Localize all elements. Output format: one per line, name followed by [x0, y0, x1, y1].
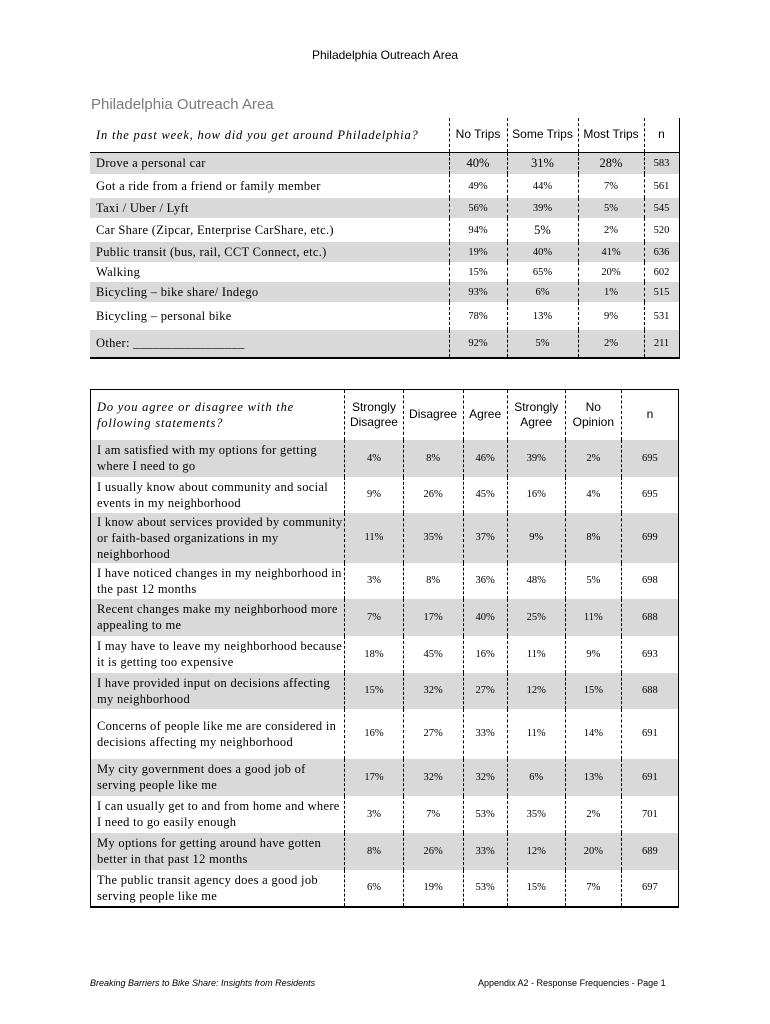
cell: 15%: [507, 870, 565, 907]
table-row: [90, 218, 679, 242]
row-label: My options for getting around have gotten better in that past 12 months: [91, 833, 345, 870]
cell: 27%: [403, 709, 463, 759]
cell: 65%: [507, 262, 578, 282]
cell: 28%: [578, 152, 644, 174]
cell: 688: [621, 599, 678, 636]
cell: 4%: [345, 440, 403, 477]
table-row: [91, 440, 679, 477]
row-label: I usually know about community and social events in my neighborhood: [97, 479, 329, 510]
cell: 2%: [565, 440, 621, 477]
cell: 14%: [565, 709, 621, 759]
row-label: Got a ride from a friend or family member: [96, 178, 321, 193]
cell: 4%: [565, 477, 621, 513]
cell: 693: [621, 636, 678, 673]
cell: 515: [644, 282, 679, 302]
cell: 35%: [507, 796, 565, 833]
row-label: I am satisfied with my options for getting where I need to go: [91, 440, 345, 477]
cell: 49%: [449, 174, 507, 198]
cell: 7%: [345, 599, 403, 636]
cell: 561: [644, 174, 679, 198]
cell: 13%: [507, 302, 578, 330]
col-header: Agree: [463, 390, 507, 440]
cell: 7%: [578, 174, 644, 198]
cell: 31%: [507, 152, 578, 174]
cell: 53%: [463, 796, 507, 833]
table-row: [91, 563, 679, 599]
cell: 36%: [463, 563, 507, 599]
cell: 6%: [345, 870, 403, 907]
cell: 93%: [449, 282, 507, 302]
cell: 520: [644, 218, 679, 242]
cell: 11%: [345, 513, 403, 563]
cell: 9%: [345, 477, 403, 513]
cell: 8%: [345, 833, 403, 870]
cell: 15%: [449, 262, 507, 282]
cell: 48%: [507, 563, 565, 599]
trips-table: [90, 118, 680, 359]
cell: 20%: [578, 262, 644, 282]
cell: 39%: [507, 198, 578, 218]
cell: 5%: [578, 198, 644, 218]
cell: 11%: [565, 599, 621, 636]
row-label: Drove a personal car: [90, 152, 449, 174]
trips-question: In the past week, how did you get around Philadelphia?: [90, 118, 449, 152]
row-label: Bicycling – bike share/ Indego: [90, 282, 449, 302]
cell: 40%: [507, 242, 578, 262]
cell: 701: [621, 796, 678, 833]
table-row: [91, 477, 679, 513]
row-label: I can usually get to and from home and where I need to go easily enough: [97, 799, 340, 829]
col-header: No Opinion: [565, 390, 621, 440]
col-header: Strongly Agree: [507, 390, 565, 440]
cell: 9%: [507, 513, 565, 563]
cell: 25%: [507, 599, 565, 636]
cell: 12%: [507, 673, 565, 709]
cell: 698: [621, 563, 678, 599]
cell: 92%: [449, 330, 507, 358]
cell: 17%: [345, 759, 403, 796]
cell: 44%: [507, 174, 578, 198]
cell: 41%: [578, 242, 644, 262]
cell: 531: [644, 302, 679, 330]
cell: 689: [621, 833, 678, 870]
cell: 19%: [449, 242, 507, 262]
table-row: [90, 198, 679, 218]
cell: 45%: [403, 636, 463, 673]
cell: 15%: [565, 673, 621, 709]
cell: 636: [644, 242, 679, 262]
cell: 545: [644, 198, 679, 218]
cell: 33%: [463, 833, 507, 870]
table-row: [90, 282, 679, 302]
cell: 695: [621, 477, 678, 513]
cell: 699: [621, 513, 678, 563]
cell: 8%: [565, 513, 621, 563]
cell: 16%: [345, 709, 403, 759]
row-label: Recent changes make my neighborhood more appealing to me: [91, 599, 345, 636]
agreement-table: [90, 389, 679, 908]
section-title: Philadelphia Outreach Area: [91, 96, 274, 113]
cell: 688: [621, 673, 678, 709]
cell: 32%: [463, 759, 507, 796]
cell: 56%: [449, 198, 507, 218]
table-row: [90, 174, 679, 198]
cell: 2%: [578, 330, 644, 358]
col-header: Most Trips: [578, 118, 644, 152]
footer-right: Appendix A2 - Response Frequencies - Page 1: [478, 978, 666, 988]
cell: 46%: [463, 440, 507, 477]
cell: 583: [644, 152, 679, 174]
cell: 94%: [449, 218, 507, 242]
cell: 697: [621, 870, 678, 907]
row-label: Other: _________________: [90, 330, 449, 358]
table-row: [90, 262, 679, 282]
cell: 32%: [403, 673, 463, 709]
cell: 15%: [345, 673, 403, 709]
cell: 6%: [507, 759, 565, 796]
cell: 11%: [507, 636, 565, 673]
cell: 17%: [403, 599, 463, 636]
table-row: [90, 242, 679, 262]
cell: 45%: [463, 477, 507, 513]
cell: 33%: [463, 709, 507, 759]
cell: 691: [621, 759, 678, 796]
cell: 3%: [345, 563, 403, 599]
col-header: n: [621, 390, 678, 440]
cell: 211: [644, 330, 679, 358]
table-row: [91, 636, 679, 673]
footer-left: Breaking Barriers to Bike Share: Insights from Residents: [90, 978, 316, 988]
cell: 695: [621, 440, 678, 477]
page-header: Philadelphia Outreach Area: [311, 48, 459, 62]
row-label: Concerns of people like me are considered in decisions affecting my neighborhood: [97, 718, 337, 749]
cell: 2%: [578, 218, 644, 242]
cell: 27%: [463, 673, 507, 709]
cell: 11%: [507, 709, 565, 759]
agreement-question: Do you agree or disagree with the following statements?: [97, 399, 294, 430]
cell: 2%: [565, 796, 621, 833]
row-label: Bicycling – personal bike: [96, 308, 232, 323]
col-header: Disagree: [403, 390, 463, 440]
table-row: [91, 513, 679, 563]
cell: 39%: [507, 440, 565, 477]
table-row: [91, 796, 679, 833]
cell: 3%: [345, 796, 403, 833]
cell: 37%: [463, 513, 507, 563]
table-row: [90, 152, 679, 174]
col-header: No Trips: [449, 118, 507, 152]
cell: 602: [644, 262, 679, 282]
row-label: I know about services provided by community or faith-based organizations in my neighborhood: [91, 513, 345, 563]
cell: 8%: [403, 563, 463, 599]
cell: 32%: [403, 759, 463, 796]
col-header: Some Trips: [507, 118, 578, 152]
row-label: Car Share (Zipcar, Enterprise CarShare, etc.): [96, 222, 334, 237]
cell: 16%: [507, 477, 565, 513]
cell: 53%: [463, 870, 507, 907]
table-row: [91, 870, 679, 907]
cell: 78%: [449, 302, 507, 330]
cell: 7%: [403, 796, 463, 833]
cell: 5%: [507, 218, 578, 242]
table-row: [91, 599, 679, 636]
table-row: [91, 759, 679, 796]
row-label: I have noticed changes in my neighborhood in the past 12 months: [97, 565, 342, 596]
table-row: [91, 833, 679, 870]
row-label: Taxi / Uber / Lyft: [90, 198, 449, 218]
cell: 5%: [565, 563, 621, 599]
col-header: Strongly Disagree: [345, 390, 403, 440]
cell: 7%: [565, 870, 621, 907]
cell: 16%: [463, 636, 507, 673]
row-label: I have provided input on decisions affecting my neighborhood: [91, 673, 345, 709]
table-row: [91, 673, 679, 709]
cell: 8%: [403, 440, 463, 477]
cell: 6%: [507, 282, 578, 302]
row-label: Walking: [96, 264, 141, 279]
cell: 1%: [578, 282, 644, 302]
col-header: n: [644, 118, 679, 152]
row-label: My city government does a good job of serving people like me: [91, 759, 345, 796]
table-row: [90, 302, 679, 330]
cell: 18%: [345, 636, 403, 673]
cell: 40%: [463, 599, 507, 636]
row-label: The public transit agency does a good job serving people like me: [97, 872, 318, 903]
table-row: [91, 709, 679, 759]
cell: 26%: [403, 833, 463, 870]
cell: 26%: [403, 477, 463, 513]
cell: 9%: [578, 302, 644, 330]
cell: 9%: [565, 636, 621, 673]
table-row: [90, 330, 679, 358]
cell: 12%: [507, 833, 565, 870]
cell: 13%: [565, 759, 621, 796]
cell: 5%: [507, 330, 578, 358]
cell: 19%: [403, 870, 463, 907]
cell: 20%: [565, 833, 621, 870]
row-label: Public transit (bus, rail, CCT Connect, etc.): [90, 242, 449, 262]
cell: 691: [621, 709, 678, 759]
cell: 40%: [449, 152, 507, 174]
row-label: I may have to leave my neighborhood because it is getting too expensive: [97, 639, 343, 669]
cell: 35%: [403, 513, 463, 563]
